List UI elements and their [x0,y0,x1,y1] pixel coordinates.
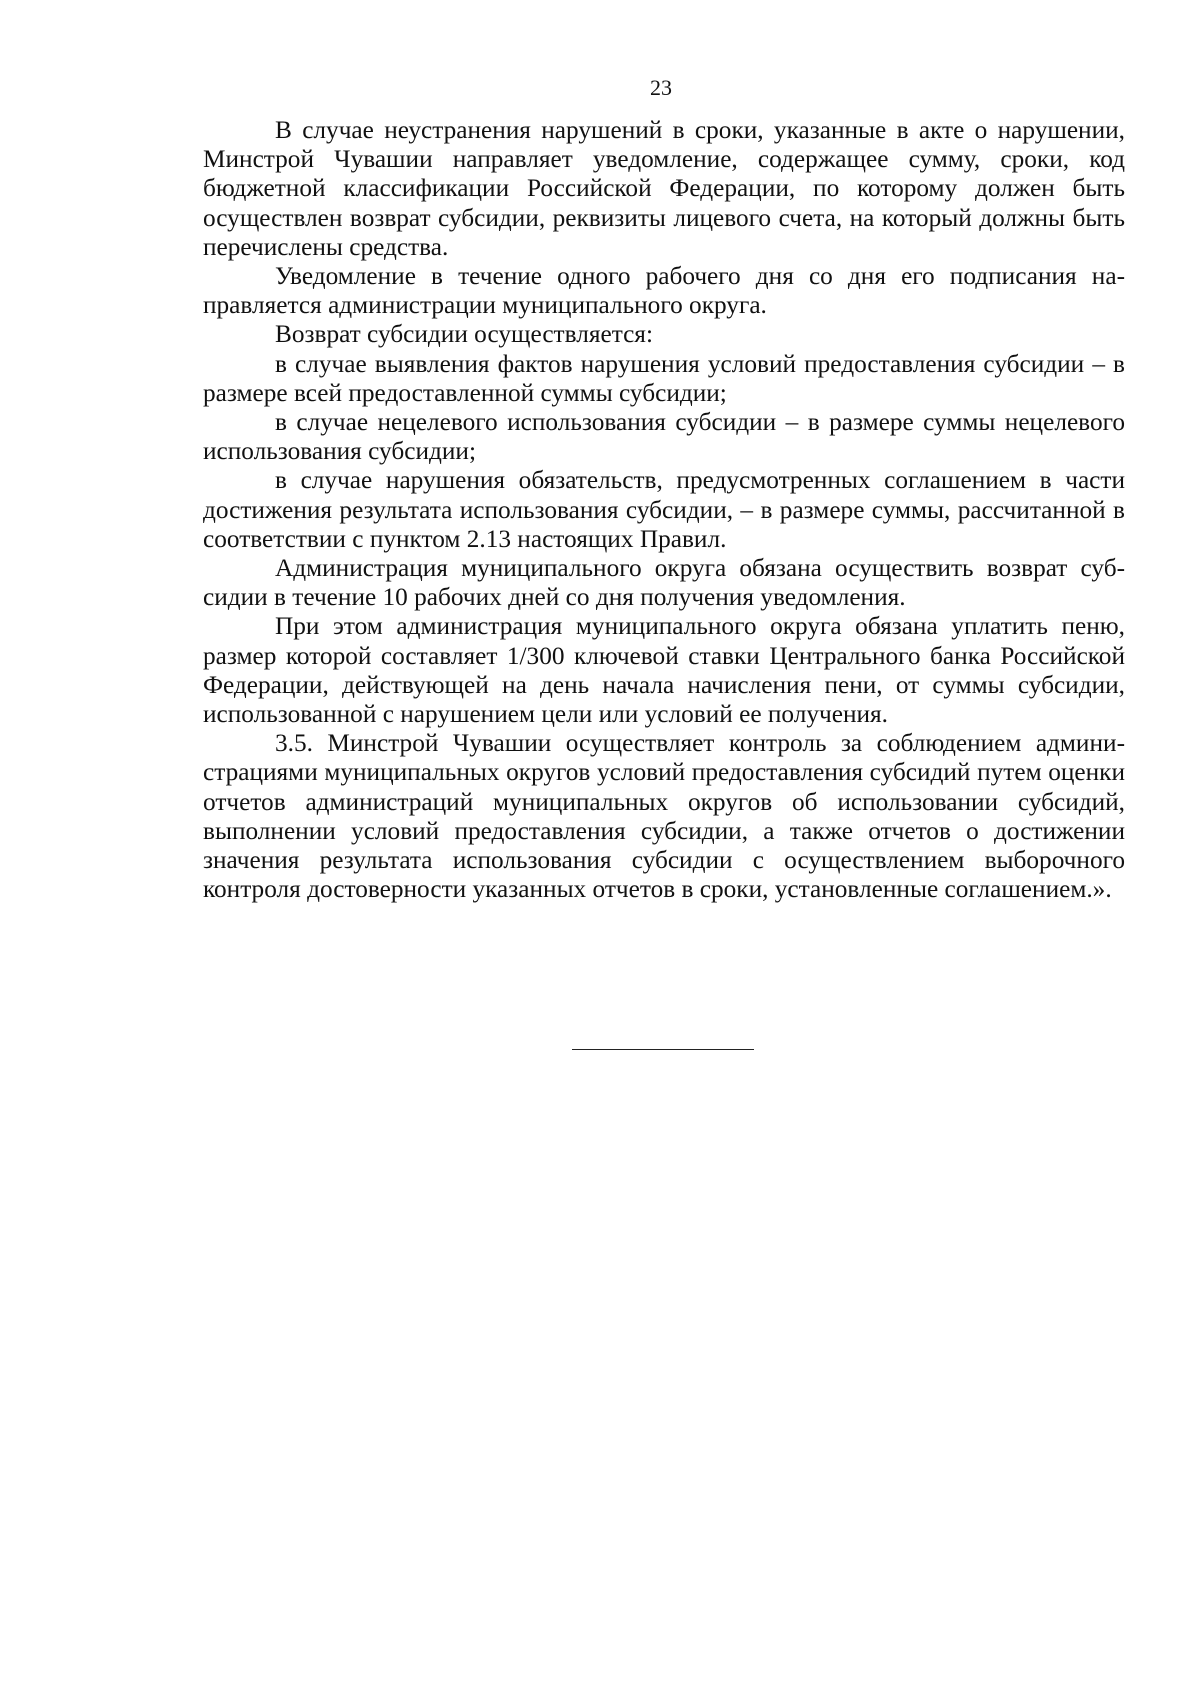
paragraph-refund-misuse: в случае нецелевого использования субсидии – в размере суммы нецелевого использования субсидии; [203,408,1125,466]
page-number: 23 [650,75,672,100]
paragraph-refund-obligations: в случае нарушения обязательств, предусмотренных соглашением в части достижения результата использования субсидии, – в размере суммы, рассчитанной в соответствии с пунктом 2.13 настоящих Правил. [203,466,1125,553]
paragraph-penalty: При этом администрация муниципального округа обязана уплатить пеню, размер которой составляет 1/300 ключевой ставки Центрального банка Российской Федерации, действующей на день начала начисления пени, от суммы субсидии, использованной с нарушением цели или условий ее получения. [203,612,1125,729]
paragraph-notice-delivery: Уведомление в течение одного рабочего дня со дня его подписания направляется администрации муниципального округа. [203,262,1125,320]
paragraph-control-3-5: 3.5. Минстрой Чувашии осуществляет контроль за соблюдением администрациями муниципальных округов условий предоставления субсидий путем оценки отчетов администраций муниципальных округов об использовании субсидий, выполнении условий предоставления субсидии, а также отчетов о достижении значения результата использования субсидии с осуществлением выборочного контроля достоверности указанных отчетов в сроки, установленные соглашением.». [203,729,1125,904]
paragraph-refund-deadline: Администрация муниципального округа обязана осуществить возврат субсидии в течение 10 рабочих дней со дня получения уведомления. [203,554,1125,612]
paragraph-violation-notice: В случае неустранения нарушений в сроки, указанные в акте о нарушении, Минстрой Чувашии направляет уведомление, содержащее сумму, сроки, код бюджетной классификации Российской Федерации, по которому должен быть осуществлен возврат субсидии, реквизиты лицевого счета, на который должны быть перечислены средства. [203,116,1125,261]
closing-rule [572,1049,754,1050]
paragraph-refund-intro: Возврат субсидии осуществляется: [275,320,653,349]
body-text [203,116,1125,904]
paragraph-refund-full-amount: в случае выявления фактов нарушения условий предоставления субсидии – в размере всей предоставленной суммы субсидии; [203,349,1125,407]
